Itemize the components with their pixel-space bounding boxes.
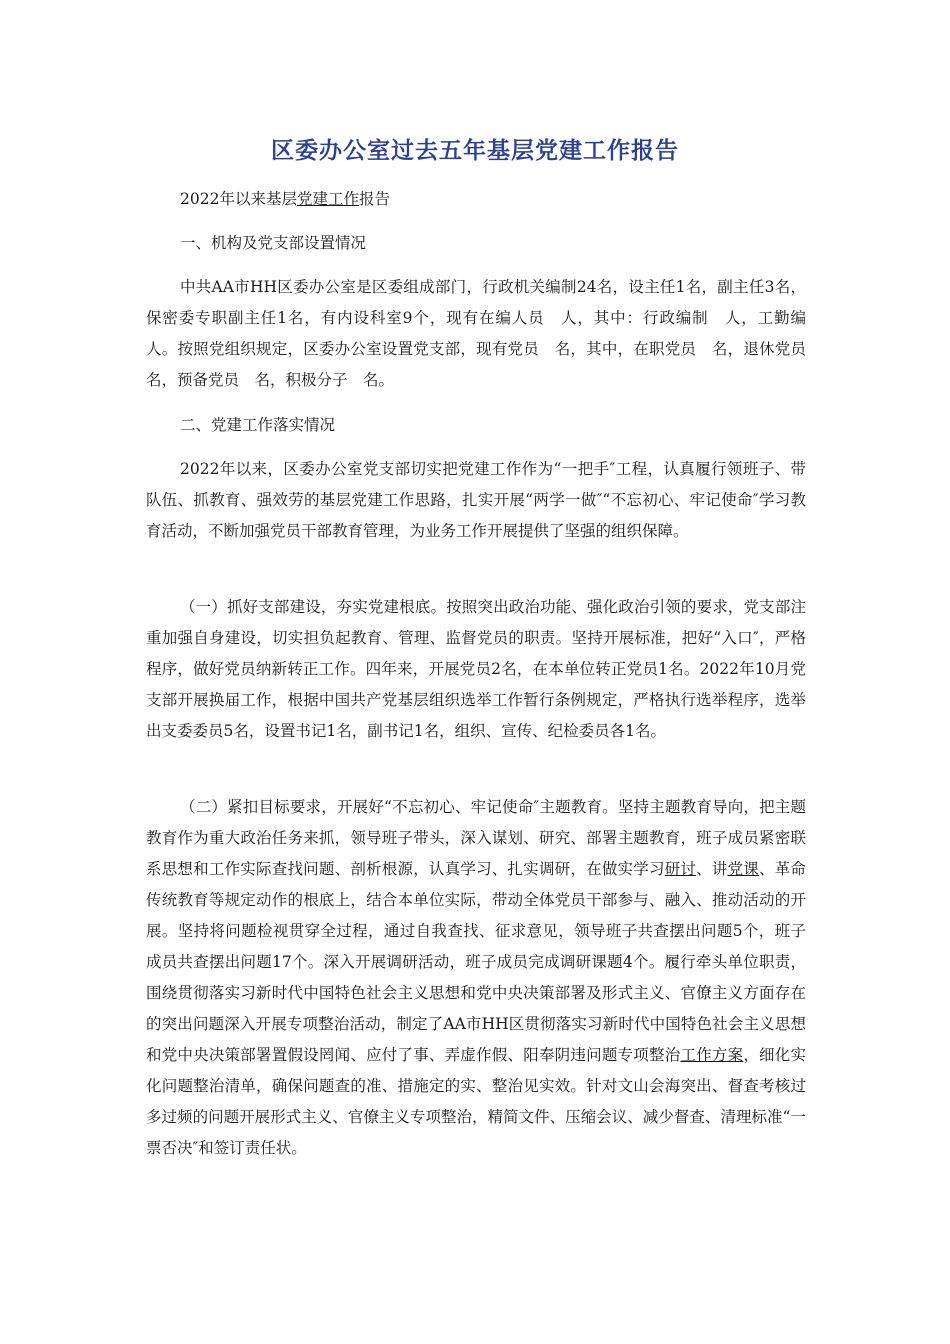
subtitle-post: 报告 — [358, 190, 390, 208]
item2-part2: 、讲 — [696, 860, 728, 878]
section1-heading: 一、机构及党支部设置情况 — [180, 234, 367, 252]
subtitle-link-party-building[interactable]: 党建工作 — [296, 190, 359, 208]
section1-body: 中共AA市HH区委办公室是区委组成部门，行政机关编制24名，设主任1名，副主任3名，保密委专职副主任1名，有内设科室9个，现有在编人员 人，其中：行政编制 人，工勤编 人。按照党组织规定，区委办公室设置党支部，现有党员 名，其中，在职党员 名，退休党员 名，预备党员 名，积极分子 名。 — [146, 278, 822, 389]
item2-part1: （二）紧扣目标要求，开展好“不忘初心、牢记使命″主题教育。坚持主题教育导向，把主题教育作为重大政治任务来抓，领导班子带头，深入谋划、研究、部署主题教育，班子成员紧密联系思想和工作实际查找问题、剖析根源，认真学习、扎实调研，在做实学习 — [146, 798, 806, 878]
section2-heading: 二、党建工作落实情况 — [180, 416, 336, 434]
item2-link-discussion[interactable]: 研讨 — [664, 860, 697, 878]
section2-intro: 2022年以来，区委办公室党支部切实把党建工作作为“一把手″工程，认真履行领班子、带队伍、抓教育、强效劳的基层党建工作思路，扎实开展“两学一做″“不忘初心、牢记使命″学习教育活动，不断加强党员干部教育管理，为业务工作开展提供了坚强的组织保障。 — [146, 460, 806, 540]
document-subtitle — [146, 184, 806, 215]
item2-link-party-lecture[interactable]: 党课 — [727, 860, 759, 878]
document-title: 区委办公室过去五年基层党建工作报告 — [271, 138, 679, 164]
item2-link-work-plan[interactable]: 工作方案 — [680, 1046, 744, 1064]
item1-body: （一）抓好支部建设，夯实党建根底。按照突出政治功能、强化政治引领的要求，党支部注重加强自身建设，切实担负起教育、管理、监督党员的职责。坚持开展标准，把好“入口″，严格程序，做好党员纳新转正工作。四年来，开展党员2名，在本单位转正党员1名。2022年10月党支部开展换届工作，根据中国共产党基层组织选举工作暂行条例规定，严格执行选举程序，选举出支委委员5名，设置书记1名，副书记1名，组织、宣传、纪检委员各1名。 — [146, 598, 806, 740]
item2-part3: 、革命传统教育等规定动作的根底上，结合本单位实际，带动全体党员干部参与、融入、推动活动的开展。坚持将问题检视贯穿全过程，通过自我查找、征求意见，领导班子共查摆出问题5个，班子成员共查摆出问题17个。深入开展调研活动，班子成员完成调研课题4个。履行牵头单位职责，围绕贯彻落实习新时代中国特色社会主义思想和党中央决策部署及形式主义、官僚主义方面存在的突出问题深入开展专项整治活动，制定了AA市HH区贯彻落实习新时代中国特色社会主义思想和党中央决策部署置假设罔闻、应付了事、弄虚作假、阳奉阴违问题专项整治 — [146, 860, 806, 1064]
item2-part4: ，细化实化问题整治清单，确保问题查的准、措施定的实、整治见实效。针对文山会海突出、督查考核过多过频的问题开展形式主义、官僚主义专项整治，精简文件、压缩会议、减少督查、清理标准“一票否决″和签订责任状。 — [146, 1046, 806, 1157]
subtitle-pre: 2022年以来基层 — [180, 190, 297, 208]
item2-body — [146, 792, 806, 1164]
